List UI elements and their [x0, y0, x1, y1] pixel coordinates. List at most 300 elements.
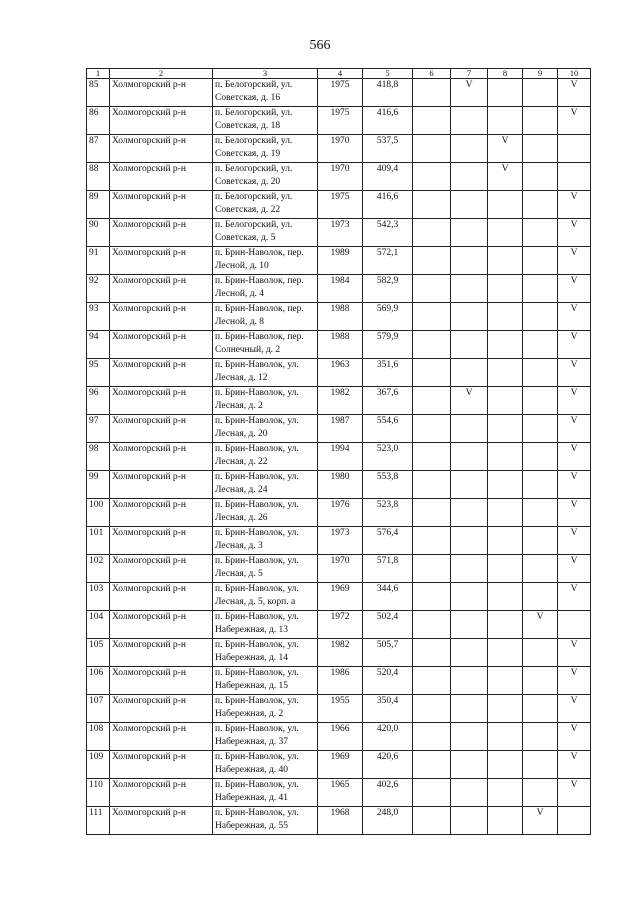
year-cell	[318, 191, 363, 219]
col-8-cell	[488, 79, 523, 107]
row-number: 85	[89, 80, 99, 90]
address-cell	[213, 499, 318, 527]
column-header: 10	[558, 69, 591, 79]
col-7-cell	[451, 555, 488, 583]
column-header: 8	[488, 69, 523, 79]
col-9-cell	[523, 443, 558, 471]
table-row	[87, 751, 591, 779]
col-7-cell	[451, 639, 488, 667]
district-cell	[110, 191, 213, 219]
address-line-1: п. Брин-Наволок, ул.	[215, 444, 299, 454]
col-10-cell	[558, 443, 591, 471]
build-year: 1972	[330, 612, 350, 622]
table-row	[87, 583, 591, 611]
row-number-cell	[87, 303, 110, 331]
district-cell	[110, 247, 213, 275]
col-10-mark: V	[570, 500, 578, 510]
area-cell	[363, 247, 413, 275]
col-8-cell	[488, 667, 523, 695]
housing-registry-table	[86, 68, 591, 835]
col-9-cell	[523, 471, 558, 499]
district-name: Холмогорский р-н	[112, 556, 186, 566]
col-6-cell	[413, 191, 451, 219]
address-cell	[213, 247, 318, 275]
district-name: Холмогорский р-н	[112, 640, 186, 650]
col-10-mark: V	[570, 360, 578, 370]
address-line-2: Лесная, д. 5, корп. а	[215, 596, 296, 607]
col-10-cell	[558, 359, 591, 387]
table-row	[87, 527, 591, 555]
row-number: 91	[89, 248, 99, 258]
build-year: 1975	[330, 80, 350, 90]
address-line-1: п. Брин-Наволок, ул.	[215, 416, 299, 426]
col-6-cell	[413, 695, 451, 723]
address-cell	[213, 443, 318, 471]
year-cell	[318, 79, 363, 107]
address-line-1: п. Брин-Наволок, ул.	[215, 724, 299, 734]
row-number-cell	[87, 135, 110, 163]
district-name: Холмогорский р-н	[112, 108, 186, 118]
area-cell	[363, 667, 413, 695]
col-9-cell	[523, 807, 558, 835]
row-number: 104	[89, 612, 104, 622]
row-number: 97	[89, 416, 99, 426]
district-name: Холмогорский р-н	[112, 136, 186, 146]
row-number-cell	[87, 723, 110, 751]
district-cell	[110, 275, 213, 303]
address-cell	[213, 639, 318, 667]
floor-area: 502,4	[376, 612, 399, 622]
year-cell	[318, 303, 363, 331]
row-number-cell	[87, 107, 110, 135]
col-6-cell	[413, 135, 451, 163]
year-cell	[318, 135, 363, 163]
area-cell	[363, 471, 413, 499]
address-line-1: п. Брин-Наволок, ул.	[215, 752, 299, 762]
row-number-cell	[87, 191, 110, 219]
col-10-mark: V	[570, 304, 578, 314]
row-number-cell	[87, 779, 110, 807]
row-number-cell	[87, 639, 110, 667]
district-cell	[110, 415, 213, 443]
col-10-mark: V	[570, 388, 578, 398]
year-cell	[318, 247, 363, 275]
table-row	[87, 667, 591, 695]
address-line-1: п. Белогорский, ул.	[215, 136, 293, 146]
col-10-cell	[558, 723, 591, 751]
col-8-cell	[488, 695, 523, 723]
address-line-2: Лесная, д. 5	[215, 568, 263, 579]
col-7-cell	[451, 163, 488, 191]
row-number-cell	[87, 499, 110, 527]
row-number: 95	[89, 360, 99, 370]
year-cell	[318, 499, 363, 527]
floor-area: 351,6	[376, 360, 399, 370]
table-row	[87, 779, 591, 807]
area-cell	[363, 555, 413, 583]
col-8-cell	[488, 751, 523, 779]
column-header: 2	[110, 69, 213, 79]
table-row	[87, 443, 591, 471]
district-cell	[110, 527, 213, 555]
col-10-mark: V	[570, 80, 578, 90]
col-9-cell	[523, 331, 558, 359]
col-10-cell	[558, 331, 591, 359]
col-7-cell	[451, 107, 488, 135]
district-cell	[110, 107, 213, 135]
col-9-cell	[523, 135, 558, 163]
col-8-cell	[488, 779, 523, 807]
col-9-cell	[523, 723, 558, 751]
district-cell	[110, 723, 213, 751]
year-cell	[318, 359, 363, 387]
address-line-1: п. Брин-Наволок, пер.	[215, 304, 304, 314]
area-cell	[363, 275, 413, 303]
table-row	[87, 415, 591, 443]
col-7-cell	[451, 415, 488, 443]
address-line-1: п. Брин-Наволок, ул.	[215, 388, 299, 398]
col-10-cell	[558, 555, 591, 583]
table-row	[87, 359, 591, 387]
col-6-cell	[413, 247, 451, 275]
col-8-cell	[488, 415, 523, 443]
col-6-cell	[413, 471, 451, 499]
floor-area: 554,6	[376, 416, 399, 426]
row-number: 105	[89, 640, 104, 650]
address-line-1: п. Брин-Наволок, ул.	[215, 360, 299, 370]
address-line-2: Лесная, д. 2	[215, 400, 263, 411]
address-cell	[213, 303, 318, 331]
row-number: 87	[89, 136, 99, 146]
district-name: Холмогорский р-н	[112, 500, 186, 510]
col-9-cell	[523, 583, 558, 611]
row-number: 111	[89, 808, 103, 818]
build-year: 1988	[330, 332, 350, 342]
col-8-cell	[488, 583, 523, 611]
row-number-cell	[87, 667, 110, 695]
col-8-cell	[488, 163, 523, 191]
row-number: 92	[89, 276, 99, 286]
district-name: Холмогорский р-н	[112, 612, 186, 622]
build-year: 1970	[330, 136, 350, 146]
address-line-2: Набережная, д. 15	[215, 680, 289, 691]
build-year: 1975	[330, 192, 350, 202]
row-number-cell	[87, 387, 110, 415]
year-cell	[318, 723, 363, 751]
col-6-cell	[413, 443, 451, 471]
table-row	[87, 191, 591, 219]
col-7-cell	[451, 331, 488, 359]
district-cell	[110, 471, 213, 499]
build-year: 1982	[330, 388, 350, 398]
table-row	[87, 303, 591, 331]
row-number: 109	[89, 752, 104, 762]
address-cell	[213, 107, 318, 135]
floor-area: 537,5	[376, 136, 399, 146]
row-number-cell	[87, 807, 110, 835]
address-line-2: Набережная, д. 55	[215, 820, 289, 831]
district-name: Холмогорский р-н	[112, 528, 186, 538]
build-year: 1986	[330, 668, 350, 678]
col-7-cell	[451, 751, 488, 779]
col-10-cell	[558, 639, 591, 667]
area-cell	[363, 807, 413, 835]
row-number: 94	[89, 332, 99, 342]
col-10-mark: V	[570, 332, 578, 342]
address-line-2: Советская, д. 19	[215, 148, 281, 159]
col-6-cell	[413, 163, 451, 191]
col-10-mark: V	[570, 276, 578, 286]
column-number-row	[87, 69, 591, 79]
col-7-cell	[451, 275, 488, 303]
col-9-cell	[523, 695, 558, 723]
col-7-cell	[451, 443, 488, 471]
area-cell	[363, 79, 413, 107]
row-number-cell	[87, 79, 110, 107]
table-body	[87, 79, 591, 835]
col-10-cell	[558, 807, 591, 835]
address-line-2: Лесная, д. 26	[215, 512, 268, 523]
col-10-cell	[558, 751, 591, 779]
col-10-cell	[558, 611, 591, 639]
address-cell	[213, 611, 318, 639]
col-10-mark: V	[570, 472, 578, 482]
address-line-2: Солнечный, д. 2	[215, 344, 281, 355]
col-10-cell	[558, 667, 591, 695]
col-8-cell	[488, 303, 523, 331]
floor-area: 576,4	[376, 528, 399, 538]
address-line-2: Набережная, д. 40	[215, 764, 289, 775]
address-line-2: Лесной, д. 8	[215, 316, 265, 327]
col-8-cell	[488, 611, 523, 639]
address-line-2: Набережная, д. 37	[215, 736, 289, 747]
row-number-cell	[87, 247, 110, 275]
row-number-cell	[87, 611, 110, 639]
col-10-mark: V	[570, 248, 578, 258]
table-row	[87, 471, 591, 499]
address-cell	[213, 471, 318, 499]
address-cell	[213, 807, 318, 835]
col-9-cell	[523, 415, 558, 443]
row-number: 102	[89, 556, 104, 566]
col-6-cell	[413, 79, 451, 107]
col-9-cell	[523, 751, 558, 779]
address-cell	[213, 415, 318, 443]
build-year: 1980	[330, 472, 350, 482]
address-cell	[213, 723, 318, 751]
row-number: 90	[89, 220, 99, 230]
col-6-cell	[413, 667, 451, 695]
table-row	[87, 695, 591, 723]
col-8-cell	[488, 555, 523, 583]
col-10-cell	[558, 695, 591, 723]
district-cell	[110, 219, 213, 247]
address-line-1: п. Брин-Наволок, ул.	[215, 640, 299, 650]
col-7-cell	[451, 611, 488, 639]
address-line-1: п. Белогорский, ул.	[215, 80, 293, 90]
district-cell	[110, 79, 213, 107]
col-10-mark: V	[570, 584, 578, 594]
table-row	[87, 331, 591, 359]
build-year: 1970	[330, 164, 350, 174]
address-cell	[213, 135, 318, 163]
floor-area: 416,6	[376, 192, 399, 202]
col-8-cell	[488, 135, 523, 163]
table-row	[87, 499, 591, 527]
address-line-1: п. Белогорский, ул.	[215, 108, 293, 118]
col-8-cell	[488, 359, 523, 387]
col-7-cell	[451, 79, 488, 107]
col-7-cell	[451, 387, 488, 415]
floor-area: 520,4	[376, 668, 399, 678]
col-9-cell	[523, 611, 558, 639]
col-7-cell	[451, 219, 488, 247]
build-year: 1970	[330, 556, 350, 566]
column-header: 4	[318, 69, 363, 79]
year-cell	[318, 555, 363, 583]
address-line-2: Лесной, д. 10	[215, 260, 269, 271]
address-line-2: Набережная, д. 41	[215, 792, 289, 803]
table-row	[87, 387, 591, 415]
row-number-cell	[87, 275, 110, 303]
row-number: 108	[89, 724, 104, 734]
address-cell	[213, 359, 318, 387]
address-line-1: п. Брин-Наволок, ул.	[215, 472, 299, 482]
build-year: 1988	[330, 304, 350, 314]
row-number-cell	[87, 695, 110, 723]
address-line-2: Лесная, д. 22	[215, 456, 268, 467]
col-10-mark: V	[570, 752, 578, 762]
district-name: Холмогорский р-н	[112, 752, 186, 762]
year-cell	[318, 695, 363, 723]
col-8-cell	[488, 471, 523, 499]
address-line-2: Советская, д. 5	[215, 232, 276, 243]
year-cell	[318, 667, 363, 695]
row-number-cell	[87, 219, 110, 247]
year-cell	[318, 779, 363, 807]
address-line-2: Советская, д. 22	[215, 204, 281, 215]
col-9-cell	[523, 359, 558, 387]
col-7-cell	[451, 191, 488, 219]
row-number: 103	[89, 584, 104, 594]
year-cell	[318, 751, 363, 779]
col-7-cell	[451, 695, 488, 723]
area-cell	[363, 527, 413, 555]
floor-area: 571,8	[376, 556, 399, 566]
address-line-1: п. Брин-Наволок, ул.	[215, 584, 299, 594]
address-line-1: п. Брин-Наволок, ул.	[215, 668, 299, 678]
col-6-cell	[413, 359, 451, 387]
col-6-cell	[413, 107, 451, 135]
district-cell	[110, 695, 213, 723]
district-name: Холмогорский р-н	[112, 304, 186, 314]
table-row	[87, 807, 591, 835]
col-6-cell	[413, 331, 451, 359]
col-10-cell	[558, 191, 591, 219]
address-line-1: п. Брин-Наволок, пер.	[215, 276, 304, 286]
floor-area: 344,6	[376, 584, 399, 594]
address-cell	[213, 555, 318, 583]
col-7-cell	[451, 135, 488, 163]
district-name: Холмогорский р-н	[112, 584, 186, 594]
col-6-cell	[413, 751, 451, 779]
address-line-2: Советская, д. 20	[215, 176, 281, 187]
area-cell	[363, 583, 413, 611]
floor-area: 569,9	[376, 304, 399, 314]
floor-area: 402,6	[376, 780, 399, 790]
build-year: 1994	[330, 444, 350, 454]
col-10-cell	[558, 527, 591, 555]
area-cell	[363, 163, 413, 191]
address-cell	[213, 79, 318, 107]
year-cell	[318, 163, 363, 191]
floor-area: 542,3	[376, 220, 399, 230]
build-year: 1987	[330, 416, 350, 426]
address-cell	[213, 219, 318, 247]
address-line-1: п. Брин-Наволок, ул.	[215, 696, 299, 706]
col-7-cell	[451, 499, 488, 527]
floor-area: 367,6	[376, 388, 399, 398]
district-name: Холмогорский р-н	[112, 332, 186, 342]
row-number-cell	[87, 751, 110, 779]
address-line-2: Лесной, д. 4	[215, 288, 265, 299]
year-cell	[318, 387, 363, 415]
district-cell	[110, 387, 213, 415]
year-cell	[318, 107, 363, 135]
address-line-1: п. Брин-Наволок, ул.	[215, 612, 299, 622]
address-line-2: Набережная, д. 2	[215, 708, 284, 719]
floor-area: 350,4	[376, 696, 399, 706]
col-8-cell	[488, 807, 523, 835]
row-number-cell	[87, 415, 110, 443]
row-number: 89	[89, 192, 99, 202]
district-name: Холмогорский р-н	[112, 388, 186, 398]
year-cell	[318, 583, 363, 611]
col-6-cell	[413, 499, 451, 527]
table-row	[87, 163, 591, 191]
address-line-1: п. Брин-Наволок, ул.	[215, 556, 299, 566]
district-name: Холмогорский р-н	[112, 696, 186, 706]
district-cell	[110, 807, 213, 835]
col-9-cell	[523, 275, 558, 303]
col-7-cell	[451, 303, 488, 331]
floor-area: 523,0	[376, 444, 399, 454]
area-cell	[363, 387, 413, 415]
row-number: 101	[89, 528, 104, 538]
col-10-cell	[558, 79, 591, 107]
address-line-1: п. Брин-Наволок, ул.	[215, 808, 299, 818]
row-number: 100	[89, 500, 104, 510]
col-9-cell	[523, 107, 558, 135]
col-10-cell	[558, 471, 591, 499]
district-name: Холмогорский р-н	[112, 724, 186, 734]
area-cell	[363, 611, 413, 639]
address-cell	[213, 275, 318, 303]
row-number-cell	[87, 359, 110, 387]
address-cell	[213, 779, 318, 807]
col-6-cell	[413, 275, 451, 303]
address-line-2: Набережная, д. 14	[215, 652, 289, 663]
district-cell	[110, 611, 213, 639]
col-7-cell	[451, 779, 488, 807]
column-header: 7	[451, 69, 488, 79]
build-year: 1973	[330, 528, 350, 538]
col-10-mark: V	[570, 220, 578, 230]
row-number: 99	[89, 472, 99, 482]
col-8-cell	[488, 331, 523, 359]
row-number: 98	[89, 444, 99, 454]
col-6-cell	[413, 303, 451, 331]
